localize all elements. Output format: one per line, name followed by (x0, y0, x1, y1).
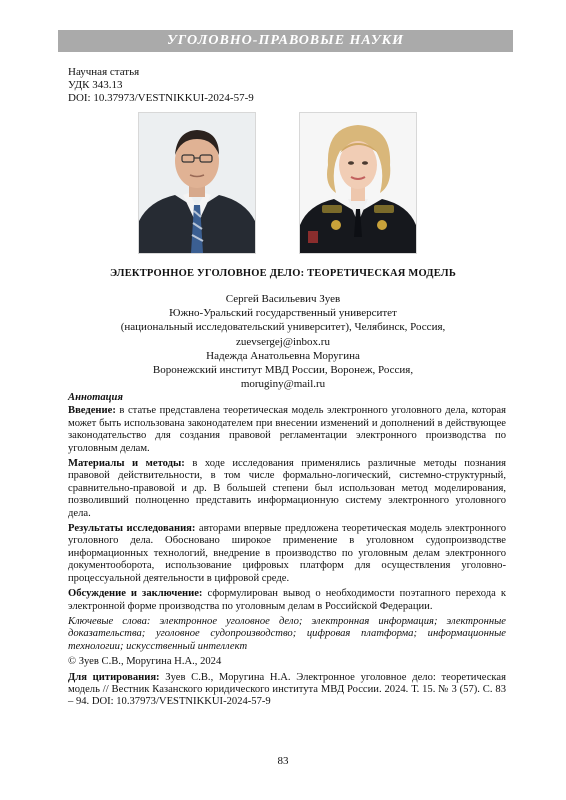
abstract-methods (68, 458, 506, 520)
author1-name: Сергей Васильевич Зуев (225, 293, 341, 305)
abstract-results (68, 523, 506, 585)
citation-label: Для цитирования: (68, 671, 160, 683)
abstract-heading: Аннотация (68, 392, 123, 403)
methods-label: Материалы и методы: (68, 458, 185, 470)
article-meta (68, 66, 254, 105)
journal-section-title: УГОЛОВНО-ПРАВОВЫЕ НАУКИ (166, 33, 405, 48)
methods-text: в ходе исследования применялись различные методы познания правовой действительности, в том числе формально-логический, системно-структурный, сравнительно-правовой и др. В большей степени был использован метод моделирования, позволивший полноценно представить информационную систему электронного уголовного дела. (68, 458, 506, 519)
results-label: Результаты исследования: (68, 523, 196, 535)
author-photo-morugina (299, 112, 417, 254)
abstract-block (68, 392, 506, 712)
discussion-text: сформулирован вывод о необходимости поэтапного перехода к электронной форме производства по уголовным делам в Российской Федерации. (68, 588, 506, 612)
abstract-introduction (68, 405, 506, 455)
citation (68, 672, 506, 709)
udc-code: УДК 343.13 (68, 79, 123, 91)
article-title: ЭЛЕКТРОННОЕ УГОЛОВНОЕ ДЕЛО: ТЕОРЕТИЧЕСКАЯ МОДЕЛЬ (110, 268, 456, 279)
author1-affiliation: Южно-Уральский государственный университет (169, 307, 397, 320)
citation-text: Зуев С.В., Моругина Н.А. Электронное уголовное дело: теоретическая модель // Вестник Казанского юридического института МВД России. 2024. Т. 15. № 3 (57). С. 83 – 94. DOI: 10.37973/VESTNIKKUI-2024-57-9 (68, 671, 506, 708)
keywords: Ключевые слова: электронное уголовное дело; электронная информация; электронные доказательства; уголовное судопроизводство; цифровая платформа; информационные технологии; искусственный интеллект (68, 615, 506, 652)
article-type: Научная статья (68, 66, 140, 78)
discussion-label: Обсуждение и заключение: (68, 588, 203, 600)
intro-text: в статье представлена теоретическая модель электронного уголовного дела, которая может быть использована законодателем при внесении изменений и дополнений в действующее законодательство для создания правовой регламентации электронного производства по уголовным делам. (68, 405, 506, 454)
results-text: авторами впервые предложена теоретическая модель электронного уголовного дела. Обосновано широкое применение в уголовном судопроизводстве информационных технологий, внедрение в производство по уголовным делам электронного документооборота, использование цифровых платформ для осуществления уголовно-процессуальной деятельности в цифровой среде. (68, 523, 506, 584)
author1-email: zuevsergej@inbox.ru (236, 335, 330, 348)
doi-line: DOI: 10.37973/VESTNIKKUI-2024-57-9 (68, 92, 254, 104)
intro-label: Введение: (68, 405, 116, 417)
page-number: 83 (277, 755, 289, 767)
author1-affiliation-city: (национальный исследовательский университет), Челябинск, Россия, (120, 321, 446, 334)
author-photo-zuev (138, 112, 256, 254)
author2-name: Надежда Анатольевна Моругина (206, 349, 360, 362)
author2-affiliation: Воронежский институт МВД России, Воронеж, Россия, (152, 364, 414, 377)
author2-email: moruginy@mail.ru (240, 378, 326, 391)
abstract-discussion (68, 588, 506, 613)
copyright-line: © Зуев С.В., Моругина Н.А., 2024 (68, 656, 222, 668)
authors-block (58, 292, 508, 391)
